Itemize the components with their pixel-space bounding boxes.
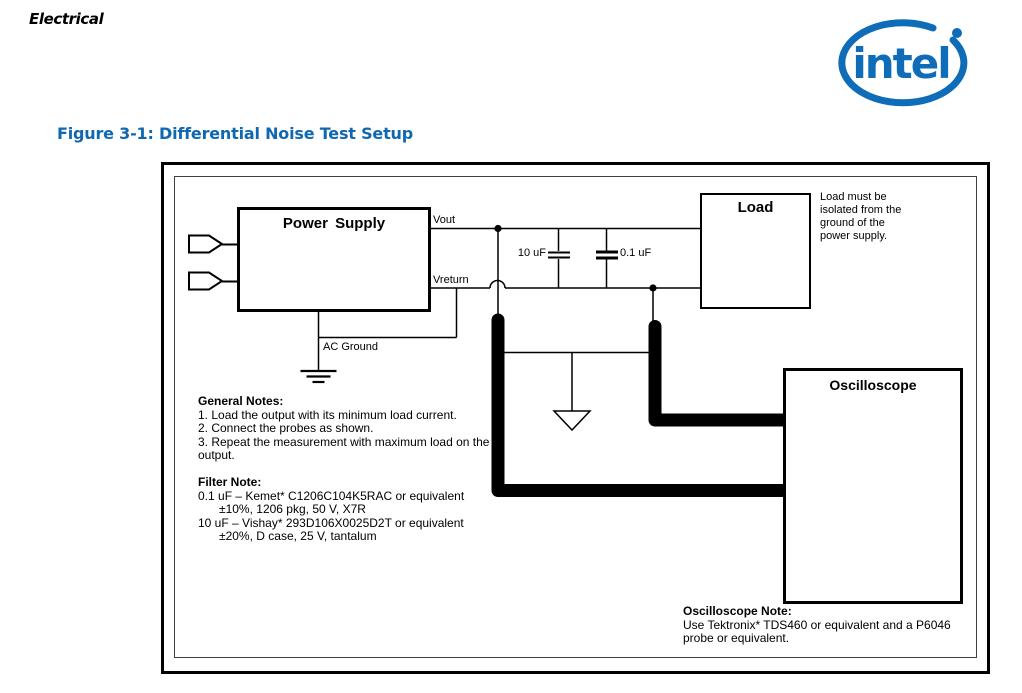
input-connector-icon [189,236,237,253]
junction-dot [494,225,501,232]
capacitor-01uf-icon [596,229,618,289]
filter-note-line: ±10%, 1206 pkg, 50 V, X7R [219,502,366,516]
general-notes-line: 2. Connect the probes as shown. [198,421,374,435]
filter-note-line: ±20%, D case, 25 V, tantalum [219,529,377,543]
junction-dot [649,284,656,291]
load-note-line: isolated from the [820,204,902,216]
oscilloscope-title: Oscilloscope [829,377,917,393]
oscilloscope-note-line: probe or equivalent. [683,631,790,645]
probe-shield-wire [498,353,655,412]
filter-note-line: 0.1 uF – Kemet* C1206C104K5RAC or equivalent [198,488,465,503]
load-box [700,193,811,309]
capacitor-10uf-icon [548,229,570,289]
filter-note [198,476,464,544]
oscilloscope-note-line: Use Tektronix* TDS460 or equivalent and a P6046 [683,617,951,632]
figure-title: Figure 3-1: Differential Noise Test Setup [57,124,413,143]
oscilloscope-note [683,605,951,646]
general-notes-heading: General Notes: [198,394,284,408]
input-connector-icon [189,273,237,290]
general-notes-line: output. [198,448,235,462]
general-notes-line: 1. Load the output with its minimum load current. [198,407,457,422]
load-title: Load [737,199,774,216]
load-note-line: power supply. [820,230,888,242]
cap-10uf-label: 10 uF [517,247,546,259]
page-header: Electrical [29,10,104,28]
probe-cable [498,320,790,491]
earth-ground-icon [301,371,337,382]
chassis-ground-icon [554,411,590,430]
general-notes-line: 3. Repeat the measurement with maximum load on the [198,434,490,449]
load-note-line: ground of the [820,217,885,229]
load-note-line: Load must be [820,191,887,203]
probe-lead-wires [498,229,653,322]
filter-note-line: 10 uF – Vishay* 293D106X0025D2T or equivalent [198,515,464,530]
oscilloscope-box [783,368,963,604]
cap-01uf-label: 0.1 uF [620,247,652,259]
load-note [820,191,901,243]
vreturn-label: Vreturn [433,274,469,286]
oscilloscope-note-heading: Oscilloscope Note: [683,604,792,618]
intel-logo-text: intel [852,39,950,88]
vout-label: Vout [433,214,456,226]
general-notes [198,395,489,463]
filter-note-heading: Filter Note: [198,475,262,489]
ac-ground-label: AC Ground [323,341,379,353]
power-supply-title: Power Supply [282,215,386,232]
power-supply-box [237,207,431,312]
